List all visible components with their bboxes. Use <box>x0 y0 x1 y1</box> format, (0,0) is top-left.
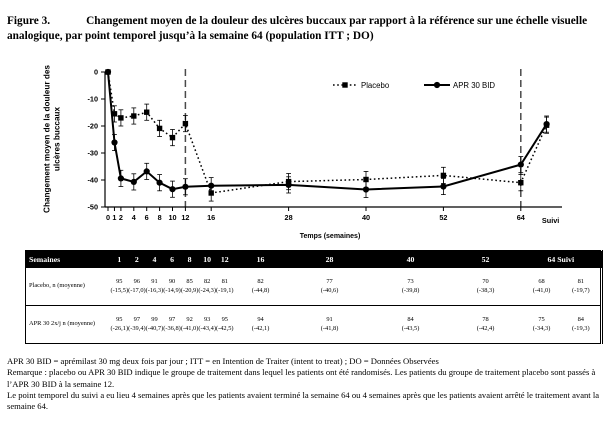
header-week-1: 1 <box>111 251 129 269</box>
table-cell: 91 (-41,8) <box>320 315 339 332</box>
table-cell: 97 (-39,4) <box>128 315 146 332</box>
table-header-row <box>26 251 602 269</box>
table-cell: 77 (-40,6) <box>288 268 372 306</box>
footnote-remark: Remarque : placebo ou APR 30 BID indique le groupe de traitement dans lequel les patients ont été randomisés. Les patients du groupe de traitement placebo sont passés à l’APR 30 BID à la semaine 12. <box>7 367 596 389</box>
header-week-8: 8 <box>181 251 199 269</box>
x-tick-label: 40 <box>361 213 371 222</box>
header-week-52: 52 <box>450 251 522 269</box>
x-tick-label: 2 <box>118 213 123 222</box>
table-cell: 99 (-40,7) <box>145 315 164 332</box>
x-tick-label-suivi: Suivi <box>541 216 560 225</box>
table-cell: 97 (-36,8) <box>163 315 181 332</box>
legend-label-apr-30-bid: APR 30 BID <box>453 81 496 90</box>
footnote-abbreviations: APR 30 BID = aprémilast 30 mg deux fois par jour ; ITT = en Intention de Traiter (intent to treat) ; DO = Données Observées <box>7 356 439 366</box>
table-cell: 92 (-41,0) <box>180 315 199 332</box>
placebo-square-marker-icon <box>342 82 347 87</box>
table-cell: 94 (-42,1) <box>251 315 270 332</box>
table-cell: 95 (-42,5) <box>215 315 234 332</box>
x-tick-label: 6 <box>144 213 149 222</box>
line-chart <box>0 64 605 254</box>
header-week-10: 10 <box>198 251 216 269</box>
table-cell: 73 (-39,8) <box>372 268 450 306</box>
table-cell: 85 (-20,9) <box>181 268 199 306</box>
table-cell: 82 (-24,3) <box>198 268 216 306</box>
x-tick-label: 12 <box>181 213 190 222</box>
x-tick-label: 10 <box>168 213 177 222</box>
y-axis-label: Changement moyen de la douleur des ulcères buccaux <box>42 65 62 213</box>
table-cell: 68 (-41,0) <box>522 268 562 306</box>
table-row <box>26 268 602 306</box>
y-tick-label: -10 <box>87 94 98 104</box>
table-row <box>26 306 602 344</box>
table-cell: 90 (-14,9) <box>163 268 181 306</box>
legend-item-placebo <box>333 81 390 90</box>
x-tick-label: 4 <box>131 213 136 222</box>
line-chart-area <box>0 64 605 254</box>
figure-number: Figure 3. <box>7 15 51 28</box>
header-week-40: 40 <box>372 251 450 269</box>
table-cell: 84 (-19,3) <box>572 315 590 332</box>
legend-item-apr-30-bid <box>424 81 495 90</box>
legend <box>333 81 495 90</box>
apr-circle-marker-icon <box>434 82 440 88</box>
x-tick-label: 64 <box>516 213 525 222</box>
x-tick-label: 8 <box>157 213 162 222</box>
table-cell: 82 (-44,8) <box>234 268 288 306</box>
x-tick-label: 16 <box>207 213 216 222</box>
footnotes <box>7 356 601 413</box>
legend-label-placebo: Placebo <box>361 81 390 90</box>
header-semaines: Semaines <box>26 251 111 269</box>
table-cell: 93 (-43,4) <box>198 315 216 332</box>
table-cell: 95 (-26,1) <box>110 315 129 332</box>
table-cell: 81 (-19,7) <box>562 268 602 306</box>
table-cell: 95 (-15,5) <box>111 268 129 306</box>
table-cell: 70 (-38,3) <box>450 268 522 306</box>
header-week-12: 12 <box>216 251 234 269</box>
axes <box>87 68 562 240</box>
table-cell: 81 (-19,1) <box>216 268 234 306</box>
x-tick-label: 1 <box>112 213 117 222</box>
y-tick-label: -40 <box>87 175 98 185</box>
footnote-followup: Le point temporel du suivi a eu lieu 4 semaines après que les patients avaient terminé la semaine 64 ou 4 semaines après que les patients avaient arrêté le traitement avant la semaine 64. <box>7 390 600 412</box>
table-cell: 84 (-43,5) <box>401 315 420 332</box>
x-axis-label: Temps (semaines) <box>299 233 361 240</box>
header-week-28: 28 <box>288 251 372 269</box>
header-week-64-suivi: 64 Suivi <box>522 251 602 269</box>
table-cell: 78 (-42,4) <box>476 315 495 332</box>
header-week-4: 4 <box>146 251 164 269</box>
row-label: Placebo, n (moyenne) <box>26 268 111 306</box>
y-tick-label: -50 <box>87 202 98 212</box>
y-tick-label: -20 <box>87 121 98 131</box>
y-tick-label: 0 <box>93 67 98 77</box>
figure-title <box>7 14 601 44</box>
x-tick-label: 52 <box>439 213 448 222</box>
figure-title-text: Changement moyen de la douleur des ulcères buccaux par rapport à la référence sur une échelle visuelle analogique, par point temporel jusqu’à la semaine 64 (population ITT ; DO) <box>7 15 588 43</box>
table-cell: 96 (-17,0) <box>128 268 146 306</box>
table-cell: 75 (-34,3) <box>532 315 551 332</box>
header-week-2: 2 <box>128 251 146 269</box>
header-week-16: 16 <box>234 251 288 269</box>
summary-table <box>25 250 603 344</box>
row-label: APR 30 2x/j n (moyenne) <box>29 320 96 328</box>
table-cell: 91 (-16,3) <box>146 268 164 306</box>
header-week-6: 6 <box>163 251 181 269</box>
x-tick-label: 28 <box>284 213 293 222</box>
x-tick-label: 0 <box>105 213 111 222</box>
y-tick-label: -30 <box>87 148 98 158</box>
